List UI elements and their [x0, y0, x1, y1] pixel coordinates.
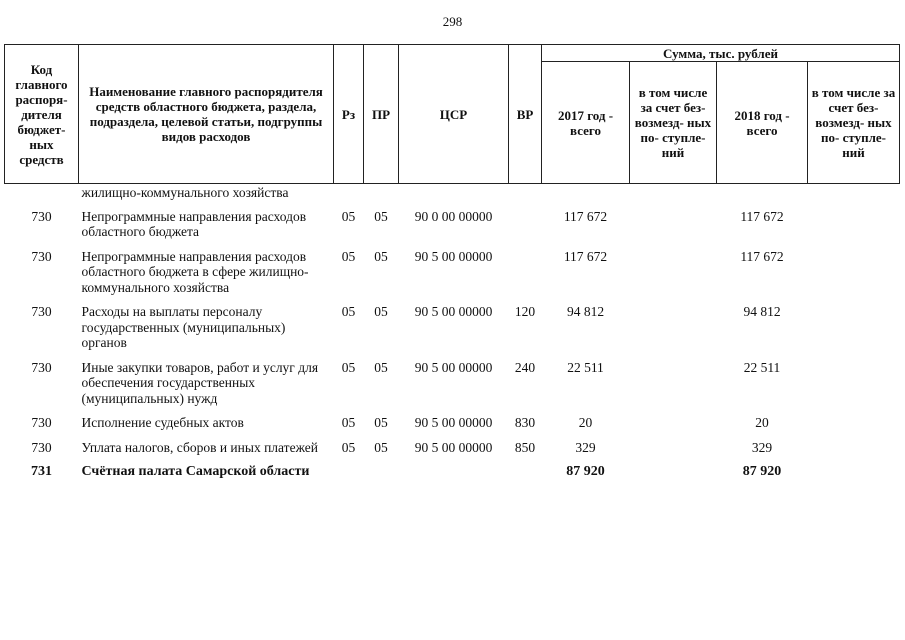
cell-vr: 240: [514, 359, 536, 375]
cell-free-2017: [630, 409, 717, 434]
continuation-text: жилищно-коммунального хозяйства: [81, 185, 289, 200]
cell-total-2018: 94 812: [743, 304, 781, 319]
cell-csr: 90 5 00 00000: [414, 439, 493, 455]
cell-free-2018: [808, 243, 900, 299]
cell-pr: 05: [374, 248, 388, 264]
cell-code: 730: [31, 359, 52, 375]
cell-name: Непрограммные направления расходов областного бюджета в сфере жилищно-коммунального хозяйства: [81, 248, 309, 295]
cell-pr: [364, 458, 399, 483]
cell-csr: 90 5 00 00000: [414, 304, 493, 319]
cell-name: Иные закупки товаров, работ и услуг для обеспечения государственных (муниципальных) нужд: [81, 359, 319, 406]
cell-csr: 90 5 00 00000: [414, 248, 493, 264]
cell-code: 730: [31, 415, 52, 430]
table-row: [5, 243, 900, 299]
cell-code: 730: [31, 248, 52, 264]
cell-csr: [399, 458, 509, 483]
continuation-row: [5, 184, 900, 203]
cell-vr: [509, 203, 542, 243]
budget-table: [4, 44, 900, 483]
cell-free-2017: [630, 434, 717, 459]
cell-total-2017: 329: [575, 439, 596, 455]
cell-name: Исполнение судебных актов: [81, 415, 244, 430]
cell-free-2018: [808, 203, 900, 243]
table-row: [5, 354, 900, 410]
cell-free-2017: [630, 298, 717, 354]
cell-pr: 05: [374, 439, 388, 455]
cell-total-2017: 22 511: [567, 359, 604, 375]
cell-vr: 120: [514, 304, 536, 319]
cell-rz: 05: [341, 439, 356, 455]
cell-total-2017: 117 672: [563, 248, 608, 264]
cell-rz: 05: [341, 304, 356, 319]
cell-free-2017: [630, 203, 717, 243]
header-name: Наименование главного распорядителя средств областного бюджета, раздела, подраздела, целевой статьи, подгруппы видов расходов: [79, 45, 334, 184]
header-free-2018: в том числе за счет без- возмезд- ных по- ступле- ний: [808, 62, 900, 184]
header-pr: ПР: [364, 45, 399, 184]
cell-csr: 90 5 00 00000: [414, 359, 493, 375]
header-total-2017: 2017 год - всего: [542, 62, 630, 184]
header-free-2017: в том числе за счет без- возмезд- ных по- ступле- ний: [630, 62, 717, 184]
table-row-organization: [5, 458, 900, 483]
cell-total-2018: 22 511: [743, 359, 781, 375]
cell-vr: [509, 243, 542, 299]
cell-code: 730: [31, 304, 52, 319]
cell-total-2018: 117 672: [740, 248, 784, 264]
table-row: [5, 298, 900, 354]
cell-name: Расходы на выплаты персоналу государственных (муниципальных) органов: [81, 304, 286, 350]
header-csr: ЦСР: [399, 45, 509, 184]
cell-free-2018: [808, 409, 900, 434]
cell-total-2017: 117 672: [563, 208, 608, 224]
cell-total-2018: 20: [755, 415, 769, 430]
header-total-2018: 2018 год - всего: [717, 62, 808, 184]
cell-name: Счётная палата Самарской области: [81, 464, 310, 479]
cell-total-2018: 87 920: [742, 464, 782, 479]
header-vr: ВР: [509, 45, 542, 184]
cell-free-2018: [808, 298, 900, 354]
cell-rz: 05: [341, 359, 356, 375]
table-header: [5, 45, 900, 184]
cell-pr: 05: [374, 208, 388, 224]
table-body: [5, 184, 900, 483]
cell-name: Уплата налогов, сборов и иных платежей: [81, 439, 318, 455]
cell-code: 730: [31, 208, 52, 224]
header-rz: Рз: [334, 45, 364, 184]
cell-vr: 850: [514, 439, 536, 455]
cell-csr: 90 0 00 00000: [414, 208, 493, 224]
cell-total-2017: 87 920: [566, 464, 605, 479]
page-number: 298: [442, 14, 463, 29]
cell-code: 730: [31, 439, 52, 455]
cell-rz: 05: [341, 415, 356, 430]
cell-name: Непрограммные направления расходов областного бюджета: [81, 208, 307, 239]
cell-pr: 05: [374, 304, 388, 319]
cell-free-2018: [808, 354, 900, 410]
table-row: [5, 434, 900, 459]
table-row: [5, 203, 900, 243]
cell-vr: [509, 458, 542, 483]
cell-vr: 830: [514, 415, 536, 430]
cell-total-2017: 20: [578, 415, 593, 430]
cell-free-2018: [808, 434, 900, 459]
cell-total-2017: 94 812: [566, 304, 605, 319]
cell-free-2018: [808, 458, 900, 483]
cell-free-2017: [630, 243, 717, 299]
cell-total-2018: 117 672: [740, 208, 784, 224]
cell-rz: 05: [341, 248, 356, 264]
cell-rz: 05: [341, 208, 356, 224]
cell-rz: [334, 458, 364, 483]
header-sum: Сумма, тыс. рублей: [542, 45, 900, 62]
cell-pr: 05: [374, 359, 388, 375]
cell-code: 731: [31, 464, 52, 479]
table-row: [5, 409, 900, 434]
cell-free-2017: [630, 354, 717, 410]
header-code: Код главного распоря- дителя бюджет- ных средств: [5, 45, 79, 184]
cell-pr: 05: [374, 415, 388, 430]
cell-free-2017: [630, 458, 717, 483]
cell-total-2018: 329: [751, 439, 773, 455]
cell-csr: 90 5 00 00000: [414, 415, 493, 430]
